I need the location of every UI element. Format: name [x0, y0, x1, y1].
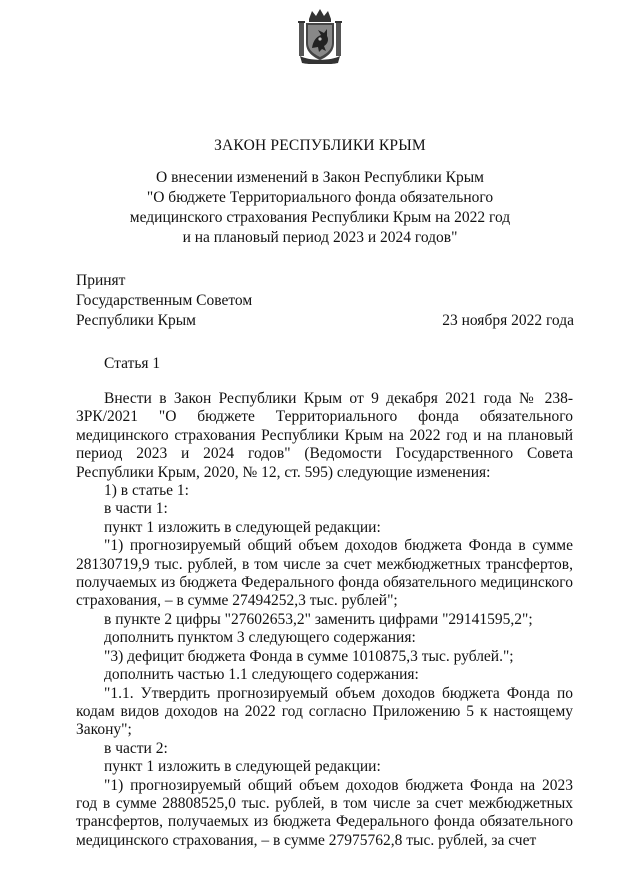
list-item: "3) дефицит бюджета Фонда в сумме 1010875,3 тыс. рублей.";: [104, 647, 514, 665]
subtitle-line: "О бюджете Территориального фонда обязательного: [146, 189, 494, 206]
quoted-paragraph: "1) прогнозируемый общий объем доходов бюджета Фонда в сумме 28130719,9 тыс. рублей, в том числе за счет межбюджетных трансфертов, получаемых из бюджета Федерального фонда обязательного медицинского страхования, – в сумме 27494252,3 тыс. рублей";: [76, 537, 573, 610]
quoted-paragraph: "1.1. Утвердить прогнозируемый объем доходов бюджета Фонда по кодам видов доходов на 2022 год согласно Приложению 5 к настоящему Закону";: [76, 684, 573, 739]
adoption-line: Принят: [76, 272, 126, 289]
article-body: [76, 390, 573, 850]
article-intro: Внести в Закон Республики Крым от 9 декабря 2021 года № 238-ЗРК/2021 "О бюджете Территориального фонда обязательного медицинского страхования Республики Крым на 2022 год и на плановый период 2023 и 2024 годов" (Ведомости Государственного Совета Республики Крым, 2020, № 12, ст. 595) следующие изменения:: [76, 390, 573, 481]
adoption-line: Государственным Советом: [76, 292, 253, 309]
law-subtitle: [110, 168, 530, 248]
list-item: дополнить частью 1.1 следующего содержания:: [104, 666, 419, 684]
adoption-block: [76, 271, 252, 331]
article-title: Статья 1: [104, 355, 161, 372]
list-item: 1) в статье 1:: [104, 482, 189, 500]
adoption-date: 23 ноября 2022 года: [442, 312, 574, 329]
list-item: пункт 1 изложить в следующей редакции:: [104, 758, 381, 776]
list-item: в части 1:: [104, 500, 168, 518]
list-item: пункт 1 изложить в следующей редакции:: [104, 518, 381, 536]
quoted-paragraph: "1) прогнозируемый общий объем доходов бюджета Фонда на 2023 год в сумме 28808525,0 тыс. рублей, в том числе за счет межбюджетных трансфертов, получаемых из бюджета Федерального фонда обязательного медицинского страхования, – в сумме 27975762,8 тыс. рублей, за счет: [76, 776, 573, 849]
crimea-coat-of-arms-icon: [297, 8, 343, 64]
subtitle-line: и на плановый период 2023 и 2024 годов": [182, 229, 458, 246]
list-item: в пункте 2 цифры "27602653,2" заменить цифрами "29141595,2";: [104, 610, 533, 628]
list-item: дополнить пунктом 3 следующего содержания:: [104, 629, 416, 647]
adoption-line: Республики Крым: [76, 312, 196, 329]
list-item: в части 2:: [104, 739, 168, 757]
law-title: ЗАКОН РЕСПУБЛИКИ КРЫМ: [214, 137, 426, 154]
subtitle-line: О внесении изменений в Закон Республики Крым: [156, 169, 484, 186]
subtitle-line: медицинского страхования Республики Крым на 2022 год: [129, 209, 511, 226]
